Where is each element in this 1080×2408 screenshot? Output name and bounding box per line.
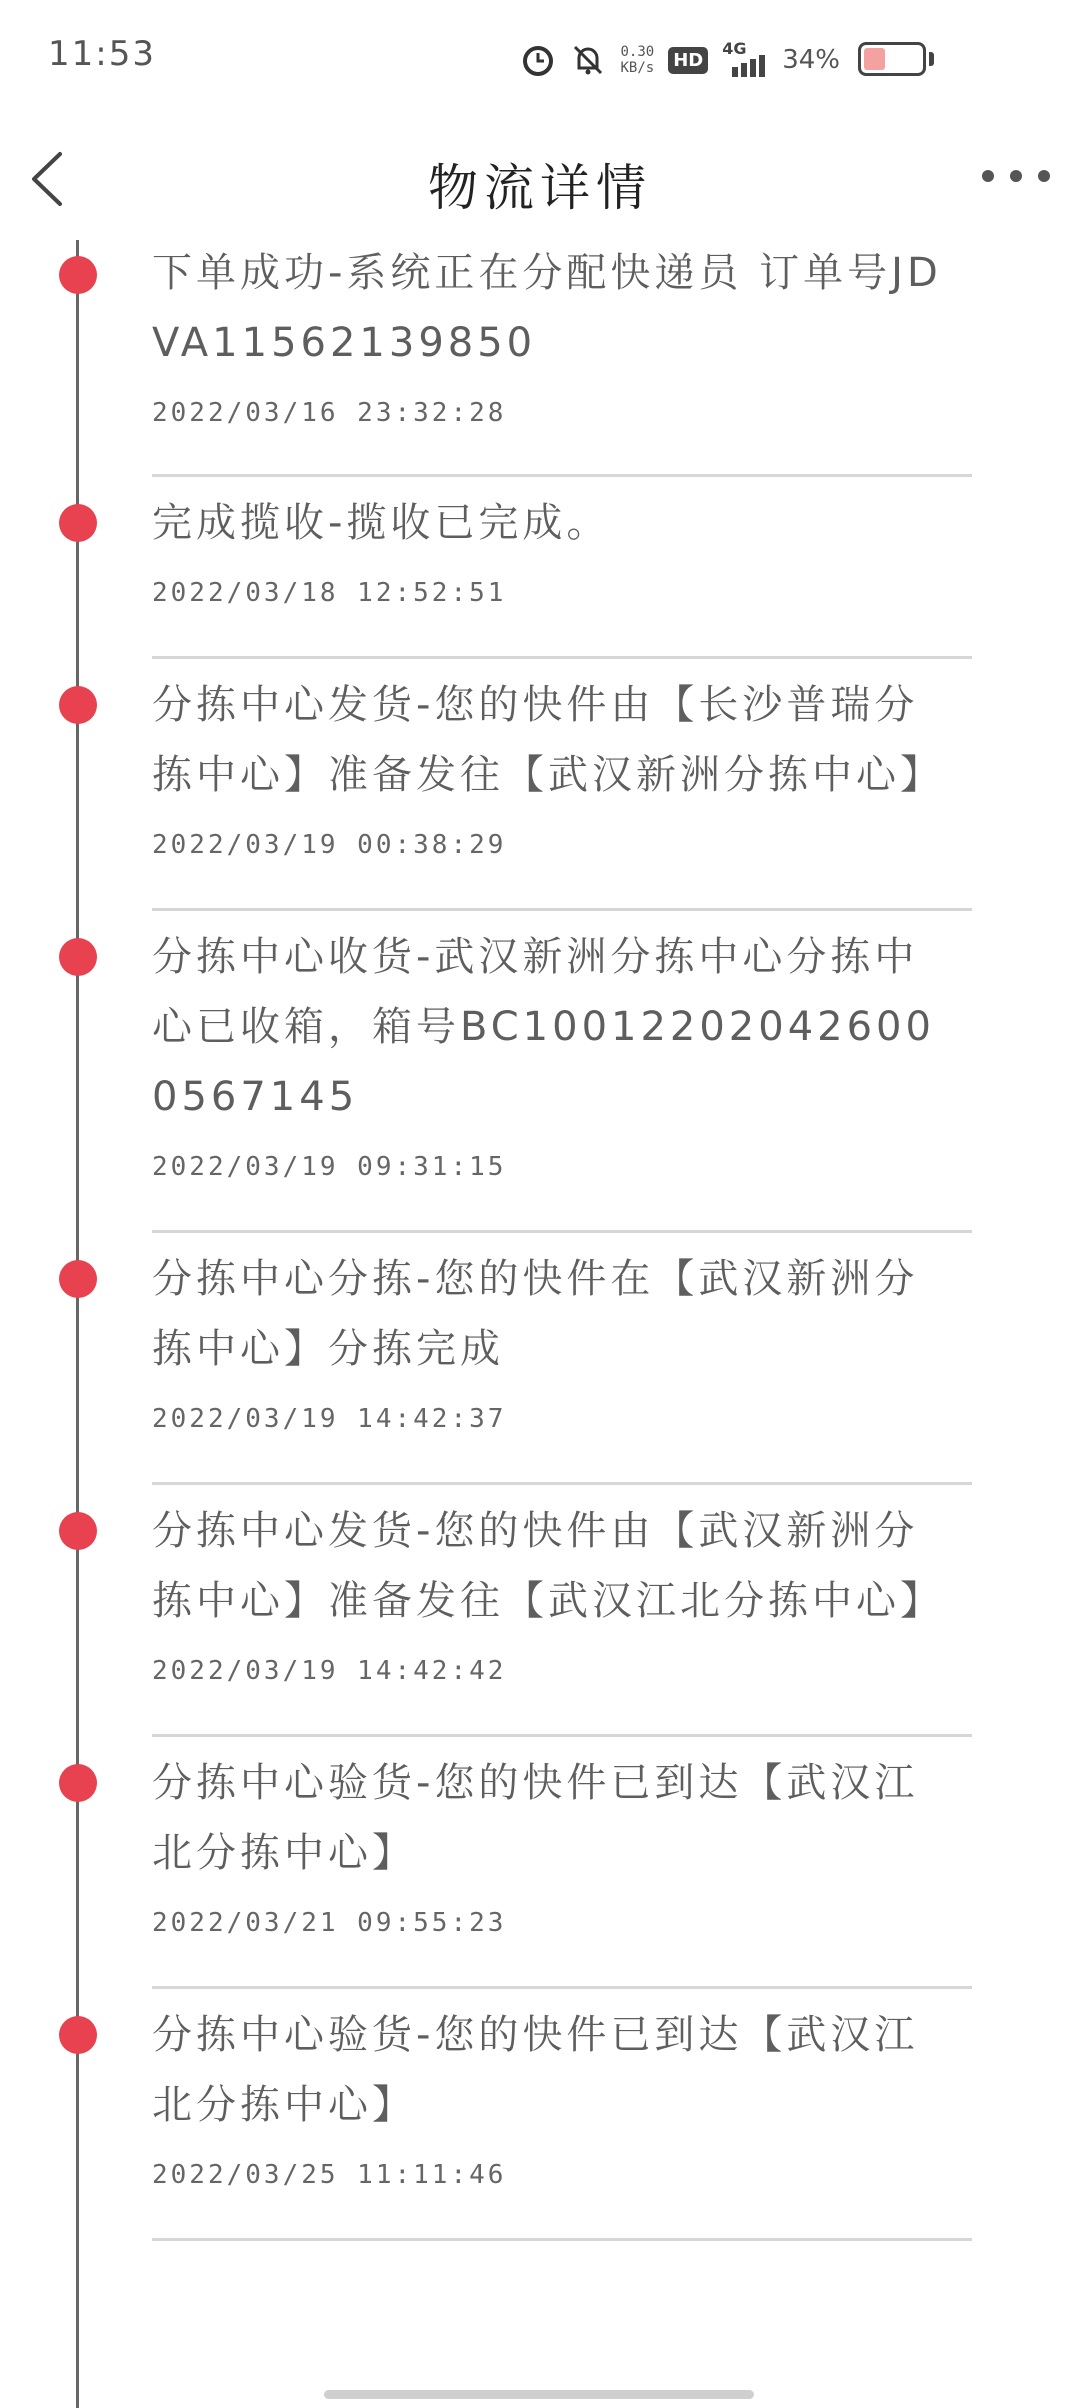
timeline-item-text: 分拣中心发货-您的快件由【长沙普瑞分拣中心】准备发往【武汉新洲分拣中心】 <box>152 682 944 798</box>
battery-level <box>864 48 885 70</box>
timeline-dot <box>59 2016 97 2054</box>
timeline-dot <box>59 1260 97 1298</box>
signal-icon <box>722 39 768 77</box>
timeline-dot <box>59 938 97 976</box>
more-dots-icon <box>982 170 994 182</box>
page-title: 物流详情 <box>428 159 652 217</box>
timeline-divider <box>152 1734 972 1737</box>
timeline-item-text: 分拣中心验货-您的快件已到达【武汉江北分拣中心】 <box>152 1760 919 1876</box>
timeline-dot <box>59 1764 97 1802</box>
net-speed-unit: KB/s <box>620 60 655 76</box>
timeline-item-text: 分拣中心验货-您的快件已到达【武汉江北分拣中心】 <box>152 2012 919 2128</box>
timeline-item-text: 完成揽收-揽收已完成。 <box>152 500 611 546</box>
status-time: 11:53 <box>48 34 156 74</box>
timeline-divider <box>152 908 972 911</box>
battery-percent: 34% <box>782 45 840 75</box>
timeline-divider <box>152 1230 972 1233</box>
logistics-timeline <box>0 240 1080 2380</box>
timeline-item-text: 分拣中心分拣-您的快件在【武汉新洲分拣中心】分拣完成 <box>152 1256 919 1372</box>
timeline-dot <box>59 1512 97 1550</box>
timeline-divider <box>152 1482 972 1485</box>
timeline-item-text: 分拣中心发货-您的快件由【武汉新洲分拣中心】准备发往【武汉江北分拣中心】 <box>152 1508 944 1624</box>
battery-icon <box>854 36 940 84</box>
timeline-item-time: 2022/03/21 09:55:23 <box>152 1908 507 1938</box>
timeline-item-text: 分拣中心收货-武汉新洲分拣中心分拣中心已收箱，箱号BC100122020426000567145 <box>152 934 935 1120</box>
network-type: 4G <box>722 39 747 58</box>
timeline-item-time: 2022/03/19 14:42:37 <box>152 1404 507 1434</box>
timeline-divider <box>152 2238 972 2241</box>
status-bar <box>0 0 1080 110</box>
timeline-divider <box>152 474 972 477</box>
timeline-dot <box>59 256 97 294</box>
header <box>0 120 1080 240</box>
bell-off-icon <box>570 42 606 78</box>
home-indicator[interactable] <box>324 2390 754 2399</box>
timeline-divider <box>152 656 972 659</box>
timeline-divider <box>152 1986 972 1989</box>
status-icons <box>520 36 940 84</box>
timeline-dot <box>59 504 97 542</box>
hd-badge: HD <box>668 47 708 74</box>
timeline-dot <box>59 686 97 724</box>
timeline-item-time: 2022/03/19 00:38:29 <box>152 830 507 860</box>
timeline-item-time: 2022/03/19 09:31:15 <box>152 1152 507 1182</box>
timeline-line <box>76 240 79 2408</box>
more-button[interactable] <box>982 156 1050 196</box>
timeline-item-time: 2022/03/19 14:42:42 <box>152 1656 507 1686</box>
timeline-item-time: 2022/03/18 12:52:51 <box>152 578 507 608</box>
timeline-item-time: 2022/03/16 23:32:28 <box>152 398 507 428</box>
timeline-item-text: 下单成功-系统正在分配快递员 订单号JDVA11562139850 <box>152 250 942 366</box>
timeline-item-time: 2022/03/25 11:11:46 <box>152 2160 507 2190</box>
alarm-icon <box>520 42 556 78</box>
net-speed <box>620 44 654 76</box>
net-speed-value: 0.30 <box>620 44 655 60</box>
